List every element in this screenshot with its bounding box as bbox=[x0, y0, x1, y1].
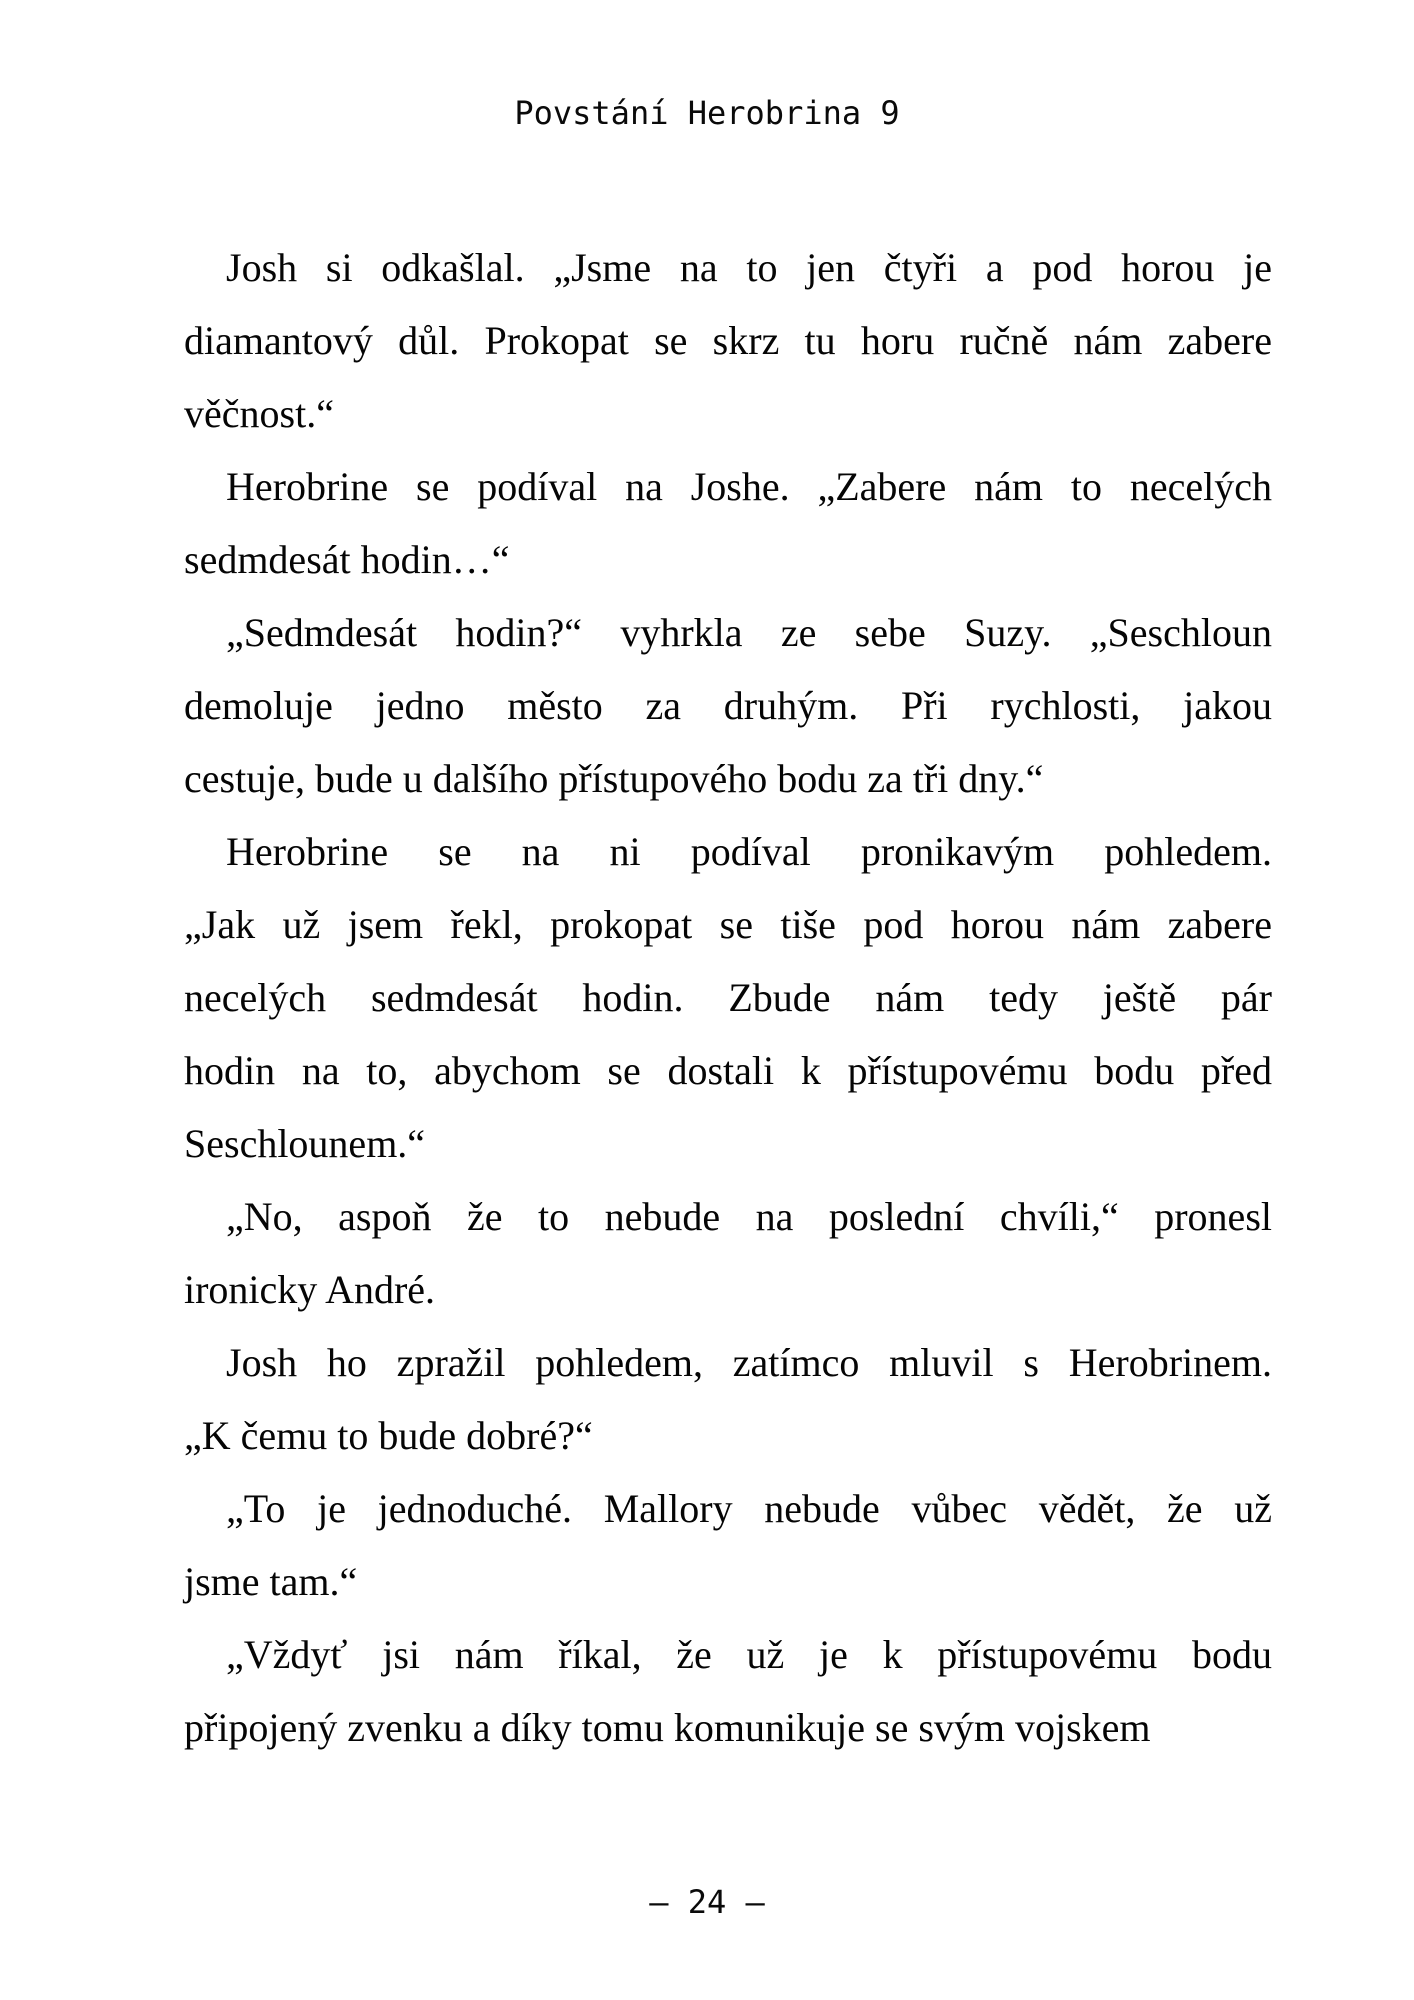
text-line: připojený zvenku a díky tomu komunikuje se svým vojskem bbox=[184, 1705, 1151, 1750]
text-line: demoluje jedno město za druhým. Při rychlosti, jakou bbox=[184, 683, 1272, 728]
text-line: Josh ho zpražil pohledem, zatímco mluvil s Herobrinem. bbox=[226, 1340, 1272, 1385]
text-line: „No, aspoň že to nebude na poslední chvíli,“ pronesl bbox=[226, 1194, 1272, 1239]
text-line: Seschlounem.“ bbox=[184, 1121, 426, 1166]
text-line: ironicky André. bbox=[184, 1267, 436, 1312]
running-header: Povstání Herobrina 9 bbox=[514, 94, 900, 132]
text-line: „To je jednoduché. Mallory nebude vůbec vědět, že už bbox=[226, 1486, 1272, 1531]
paragraph bbox=[184, 596, 1272, 815]
text-line: „K čemu to bude dobré?“ bbox=[184, 1413, 593, 1458]
text-line: sedmdesát hodin…“ bbox=[184, 537, 510, 582]
paragraph bbox=[184, 450, 1272, 596]
text-line: necelých sedmdesát hodin. Zbude nám tedy ještě pár bbox=[184, 975, 1272, 1020]
paragraph bbox=[184, 1326, 1272, 1472]
text-line: jsme tam.“ bbox=[184, 1559, 358, 1604]
text-line: Herobrine se podíval na Joshe. „Zabere nám to necelých bbox=[226, 464, 1272, 509]
paragraph bbox=[184, 815, 1272, 1180]
text-line: cestuje, bude u dalšího přístupového bodu za tři dny.“ bbox=[184, 756, 1044, 801]
paragraph bbox=[184, 1180, 1272, 1326]
paragraph bbox=[184, 1618, 1272, 1764]
text-line: diamantový důl. Prokopat se skrz tu horu ručně nám zabere bbox=[184, 318, 1272, 363]
text-line: hodin na to, abychom se dostali k přístupovému bodu před bbox=[184, 1048, 1272, 1093]
text-line: „Jak už jsem řekl, prokopat se tiše pod horou nám zabere bbox=[184, 902, 1272, 947]
paragraph bbox=[184, 1472, 1272, 1618]
page-text bbox=[184, 231, 1272, 1764]
paragraph bbox=[184, 231, 1272, 450]
text-line: „Sedmdesát hodin?“ vyhrkla ze sebe Suzy. „Seschloun bbox=[226, 610, 1272, 655]
text-line: Herobrine se na ni podíval pronikavým pohledem. bbox=[226, 829, 1272, 874]
text-line: Josh si odkašlal. „Jsme na to jen čtyři a pod horou je bbox=[226, 245, 1272, 290]
text-line: věčnost.“ bbox=[184, 391, 334, 436]
text-line: „Vždyť jsi nám říkal, že už je k přístupovému bodu bbox=[226, 1632, 1272, 1677]
page-number: – 24 – bbox=[649, 1883, 765, 1921]
